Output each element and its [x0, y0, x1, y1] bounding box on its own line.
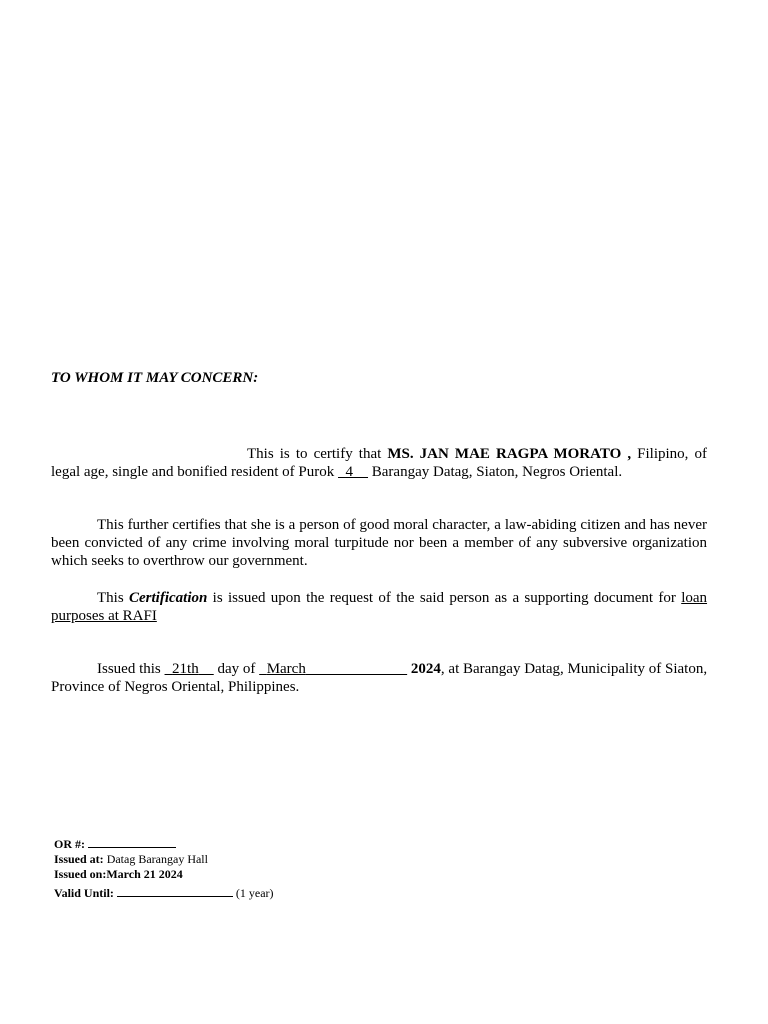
purpose-value: loan purposes at RAFI	[51, 590, 708, 624]
moral-character-paragraph	[51, 516, 707, 570]
issued-year: 2024	[410, 661, 441, 677]
person-name: MS. JAN MAE RAGPA MORATO	[387, 446, 622, 462]
valid-until-note: (1 year)	[235, 886, 274, 900]
or-number-label: OR #:	[54, 837, 85, 851]
certify-intro: This is to certify that	[247, 446, 382, 462]
issued-day: 21th	[172, 661, 199, 677]
purok-number: 4	[345, 464, 354, 480]
issuance-details	[54, 833, 274, 901]
certification-word: Certification	[129, 590, 208, 606]
issued-pre: Issued this	[97, 661, 161, 677]
issued-mid: day of	[217, 661, 256, 677]
valid-until-row	[54, 882, 274, 901]
issued-on-row	[54, 867, 274, 882]
certification-paragraph	[51, 445, 707, 481]
moral-character-text: This further certifies that she is a person of good moral character, a law-abiding citizen and has never been convicted of any crime involving moral turpitude nor been a member of any subversive organization which seeks to overthrow our government.	[51, 517, 707, 569]
purpose-pre: This	[97, 590, 124, 606]
valid-until-label: Valid Until:	[54, 886, 114, 900]
purpose-paragraph	[51, 589, 707, 625]
salutation: TO WHOM IT MAY CONCERN:	[51, 370, 259, 386]
address-text: Barangay Datag, Siaton, Negros Oriental.	[371, 464, 623, 480]
name-comma: ,	[627, 446, 632, 462]
issued-month: March	[266, 661, 306, 677]
or-number-blank	[88, 833, 176, 848]
purpose-post: is issued upon the request of the said person as a supporting document for	[212, 590, 676, 606]
issued-on-value: March 21 2024	[106, 867, 183, 881]
issued-post: , at Barangay Datag, Municipality of Siaton, Province of Negros Oriental, Philippines.	[51, 661, 708, 695]
residency-text: Filipino, of legal age, single and bonified resident of Purok	[51, 446, 707, 480]
issued-at-value: Datag Barangay Hall	[106, 852, 208, 866]
issued-on-label: Issued on:	[54, 867, 107, 881]
or-number-row	[54, 833, 274, 852]
valid-until-blank	[117, 882, 233, 897]
issued-at-row	[54, 852, 274, 867]
issued-at-label: Issued at:	[54, 852, 104, 866]
issuance-paragraph	[51, 660, 707, 696]
